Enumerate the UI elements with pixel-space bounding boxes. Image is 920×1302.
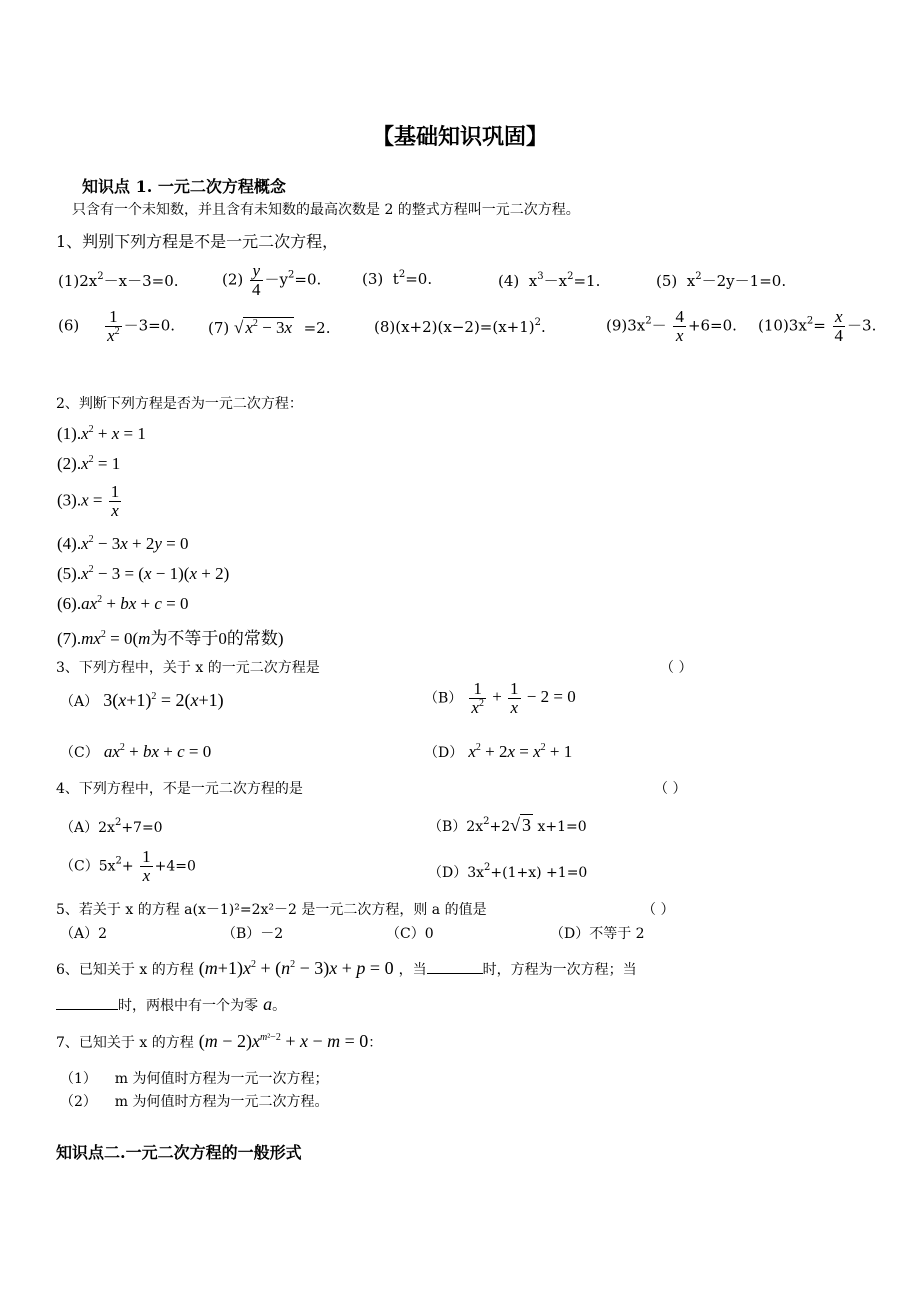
q2-item-7: $(7).mx^2 = 0(m$为不等于0的常数) bbox=[57, 629, 284, 648]
q1-item-4: (4) $x^3-x^2=1$. bbox=[498, 271, 601, 290]
q2-item-1: $(1).x^2 + x = 1$ bbox=[57, 424, 146, 443]
q3-option-d: （D） $x^2 + 2x = x^2 + 1$ bbox=[424, 742, 573, 761]
q1-item-2: (2) $\frac{y}{4}$ $-y^2=0$. bbox=[222, 261, 322, 299]
q7-sub-1: （1） m 为何值时方程为一元一次方程； bbox=[60, 1071, 329, 1087]
q1-item-10: $(10)3x^2=$ $\frac{x}{4}$ －3. bbox=[758, 307, 877, 345]
q5-option-a: （A）2 bbox=[60, 926, 108, 942]
definition-text: 只含有一个未知数，并且含有未知数的最高次数是 2 的整式方程叫一元二次方程。 bbox=[72, 202, 580, 218]
q2-item-5: $(5).x^2 - 3 = (x - 1)(x + 2)$ bbox=[57, 564, 230, 583]
question-5-stem: 5、若关于 x 的方程 a(x－1)²=2x²－2 是一元二次方程，则 a 的值是 bbox=[56, 902, 487, 918]
question-7: 7、已知关于 x 的方程 $(m - 2)x^{m^2-2} + x - m = 0$： bbox=[56, 1031, 383, 1051]
q1-item-6: (6) $\frac{1}{x^2}$ －3=0. bbox=[58, 307, 176, 345]
q1-item-7: (7) √ $x^2 - 3x =2$. bbox=[208, 318, 331, 337]
q2-item-6: $(6).ax^2$ + bx + c = 0 bbox=[57, 594, 189, 613]
q5-option-c: （C）0 bbox=[386, 926, 434, 942]
q2-item-2: $(2).x^2 = 1$ bbox=[57, 454, 121, 473]
q1-item-9: $(9)3x^2-$ $\frac{4}{x}$ +6=0. bbox=[606, 307, 737, 345]
q1-item-3: (3) $t^2=0$. bbox=[362, 269, 433, 288]
q1-item-8: $(8)(x+2)(x-2)=(x+1)^2$. bbox=[374, 317, 546, 336]
q1-item-5: (5) $x^2-2y-1=0$. bbox=[656, 271, 787, 290]
section-1-heading: 知识点 1. 一元二次方程概念 bbox=[82, 177, 286, 196]
q3-option-c: （C） $ax^2$ + bx + c = 0 bbox=[60, 742, 212, 761]
q4-option-d: $(D)3x^2+(1+x) +1=0$ bbox=[428, 862, 588, 881]
q6-blank-1[interactable] bbox=[427, 973, 483, 974]
q1-item-1: $(1)2x^2-x-3=0$. bbox=[58, 271, 179, 290]
page-title: 【基础知识巩固】 bbox=[371, 124, 548, 150]
q3-answer-bracket: （ ） bbox=[660, 660, 693, 676]
q5-answer-bracket: （ ） bbox=[642, 902, 675, 918]
q3-option-b: （B） $\frac{1}{x^2}$ + $\frac{1}{x}$ − 2 = 0 bbox=[424, 679, 576, 717]
q3-option-a: （A） $3(x+1)^2 = 2(x+1)$ bbox=[60, 690, 224, 710]
question-6-cont: 时，两根中有一个为零 a。 bbox=[56, 994, 286, 1015]
q5-option-d: （D）不等于 2 bbox=[550, 926, 645, 942]
q4-option-a: $(A)2x^2+7=0$ bbox=[60, 817, 163, 836]
question-6: 6、已知关于 x 的方程 $(m+1)x^2 + (n^2 - 3)x + p = 0$ ，当 时，方程为一次方程；当 bbox=[56, 958, 637, 978]
section-2-heading: 知识点二.一元二次方程的一般形式 bbox=[56, 1143, 302, 1162]
question-1-stem: 1、判别下列方程是不是一元二次方程， bbox=[56, 232, 339, 251]
question-4-stem: 4、下列方程中，不是一元二次方程的是 bbox=[56, 781, 303, 797]
q4-option-c: $(C)5x^2+$ $\frac{1}{x}$ +4=0 bbox=[60, 847, 196, 885]
q7-sub-2: （2） m 为何值时方程为一元二次方程。 bbox=[60, 1094, 329, 1110]
q6-blank-2[interactable] bbox=[56, 1009, 118, 1010]
question-3-stem: 3、下列方程中，关于 x 的一元二次方程是 bbox=[56, 660, 320, 676]
q4-answer-bracket: （ ） bbox=[654, 781, 687, 797]
q2-item-3: (3).x = $\frac{1}{x}$ bbox=[57, 482, 120, 520]
q5-option-b: （B）－2 bbox=[222, 926, 284, 942]
q4-option-b: $(B)2x^2+2√$ 3 x+1=0 bbox=[428, 815, 587, 835]
question-2-stem: 2、判断下列方程是否为一元二次方程： bbox=[56, 396, 303, 412]
q2-item-4: $(4).x^2 - 3x + 2y = 0$ bbox=[57, 534, 189, 553]
